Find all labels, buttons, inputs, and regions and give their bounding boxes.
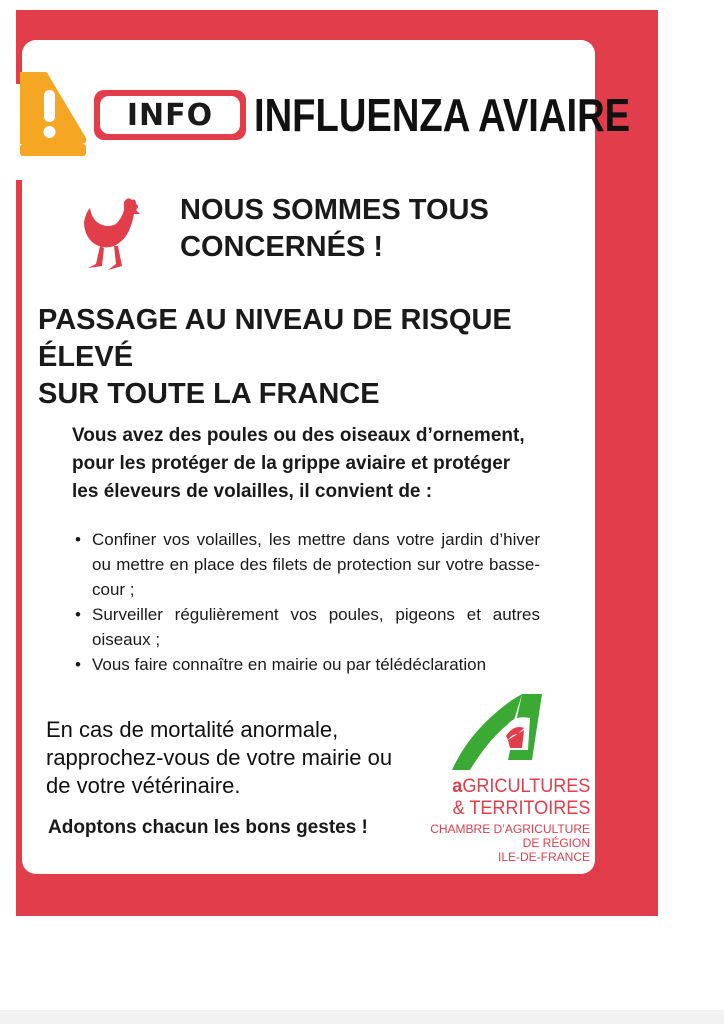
headline-concerned xyxy=(180,192,540,266)
mortality-line: de votre vétérinaire. xyxy=(46,773,241,798)
organization-name-rest: GRICULTURES xyxy=(461,776,590,797)
mortality-line: rapprochez-vous de votre mairie ou xyxy=(46,745,393,770)
agricultures-territoires-logo xyxy=(452,690,544,772)
organization-subtitle-line: ILE-DE-FRANCE xyxy=(497,850,590,864)
headline-risk-line: SUR TOUTE LA FRANCE xyxy=(38,378,380,410)
banner-title: INFLUENZA AVIAIRE xyxy=(254,89,631,141)
hen-icon xyxy=(80,194,142,272)
warning-triangle-icon xyxy=(16,72,90,158)
info-badge xyxy=(94,90,246,140)
headline-risk-level xyxy=(38,302,598,413)
intro-line: pour les protéger de la grippe aviaire et protéger xyxy=(72,453,511,474)
intro-line: Vous avez des poules ou des oiseaux d’ornement, xyxy=(72,425,525,446)
advice-list xyxy=(72,527,540,677)
organization-name-accent: a xyxy=(451,776,462,797)
intro-line: les éleveurs de volailles, il convient de : xyxy=(72,481,433,502)
intro-paragraph xyxy=(72,422,572,506)
organization-name-line2: & TERRITOIRES xyxy=(452,798,590,819)
organization-subtitle xyxy=(430,822,590,864)
info-badge-label: INFO xyxy=(100,96,240,134)
scan-bottom-edge xyxy=(0,1010,724,1024)
advice-item: • Surveiller régulièrement vos poules, pigeons et autres oiseaux ; xyxy=(72,602,540,652)
advice-item: • Vous faire connaître en mairie ou par télédéclaration xyxy=(72,652,540,677)
headline-risk-line: PASSAGE AU NIVEAU DE RISQUE ÉLEVÉ xyxy=(38,304,512,373)
mortality-notice xyxy=(46,716,446,800)
headline-concerned-line: CONCERNÉS ! xyxy=(180,231,384,263)
headline-concerned-line: NOUS SOMMES TOUS xyxy=(180,194,489,226)
advice-item: • Confiner vos volailles, les mettre dans votre jardin d’hiver ou mettre en place des filets de protection sur votre basse-cour ; xyxy=(72,527,540,602)
organization-subtitle-line: CHAMBRE D’AGRICULTURE xyxy=(430,822,590,836)
mortality-line: En cas de mortalité anormale, xyxy=(46,717,339,742)
organization-name xyxy=(452,776,590,820)
closing-slogan: Adoptons chacun les bons gestes ! xyxy=(48,817,368,838)
organization-subtitle-line: DE RÉGION xyxy=(522,836,590,850)
